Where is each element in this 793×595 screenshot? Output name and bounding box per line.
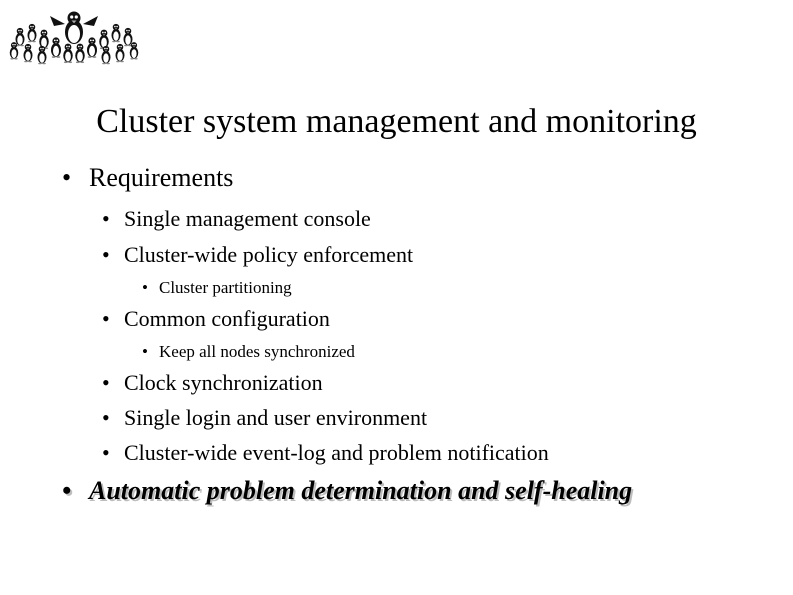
bullet-text: Single login and user environment (124, 405, 428, 430)
bullet-icon: • (62, 163, 72, 192)
bullet-icon: • (102, 306, 110, 331)
bullet-icon: • (142, 278, 148, 297)
bullet-item-self-healing (62, 476, 632, 506)
bullet-item-single-management-console (102, 206, 371, 232)
bullet-text: Single management console (124, 206, 371, 231)
bullet-text: Cluster-wide policy enforcement (124, 242, 414, 267)
bullet-text: Requirements (89, 163, 234, 192)
bullet-text: Automatic problem determination and self-healing (89, 476, 633, 505)
bullet-icon: • (142, 342, 148, 361)
bullet-text: Keep all nodes synchronized (159, 342, 355, 361)
bullet-item-clock-synchronization (102, 370, 323, 396)
bullet-item-single-login (102, 405, 427, 431)
bullet-icon: • (62, 476, 72, 505)
bullet-item-keep-nodes-synchronized (142, 342, 355, 362)
bullet-icon: • (102, 405, 110, 430)
bullet-item-policy-enforcement (102, 242, 413, 268)
bullet-item-requirements (62, 163, 233, 193)
bullet-text: Clock synchronization (124, 370, 323, 395)
slide-title: Cluster system management and monitoring (96, 103, 697, 140)
bullet-item-cluster-partitioning (142, 278, 292, 298)
penguin-crowd-logo-icon (6, 6, 142, 68)
bullet-item-common-configuration (102, 306, 330, 332)
bullet-text: Cluster-wide event-log and problem notification (124, 440, 549, 465)
bullet-item-event-log (102, 440, 549, 466)
bullet-icon: • (102, 206, 110, 231)
bullet-text: Cluster partitioning (159, 278, 292, 297)
bullet-icon: • (102, 440, 110, 465)
bullet-text: Common configuration (124, 306, 330, 331)
bullet-icon: • (102, 242, 110, 267)
bullet-icon: • (102, 370, 110, 395)
